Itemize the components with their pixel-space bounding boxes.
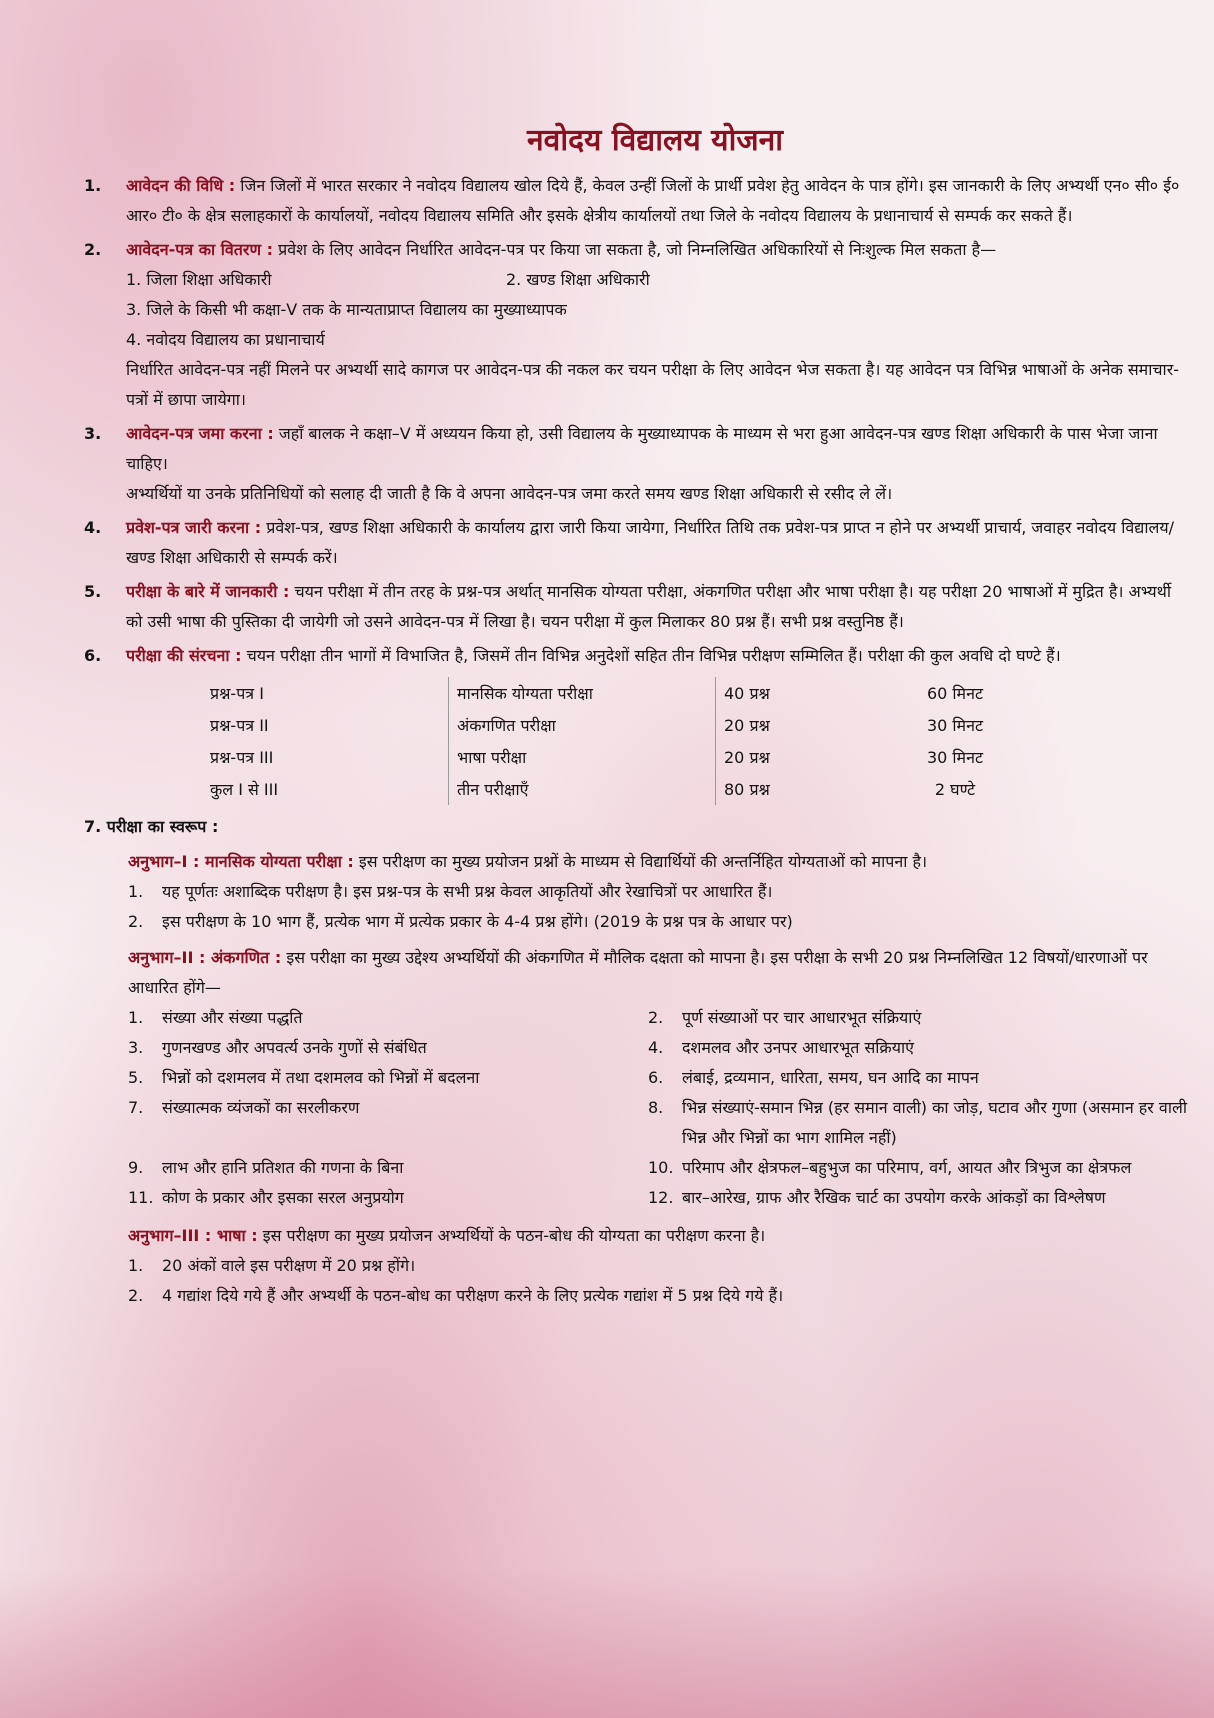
table-cell: मानसिक योग्यता परीक्षा: [449, 677, 716, 709]
section-heading: प्रवेश-पत्र जारी करना :: [126, 518, 262, 537]
section-3: [84, 419, 1186, 509]
section-text: जिन जिलों में भारत सरकार ने नवोदय विद्यालय खोल दिये हैं, केवल उन्हीं जिलों के प्रार्थी प्रवेश हेतु आवेदन के पात्र होंगे। इस जानकारी के लिए अभ्यर्थी एन० सी० ई० आर० टी० के क्षेत्र सलाहकारों के कार्यालयों, नवोदय विद्यालय समिति और इसके क्षेत्रीय कार्यालयों तथा जिले के नवोदय विद्यालय के प्रधानाचार्य से सम्पर्क कर सकते हैं।: [126, 176, 1180, 225]
list-item: [128, 1281, 1186, 1311]
officer-item: 3. जिले के किसी भी कक्षा-V तक के मान्यताप्राप्त विद्यालय का मुख्याध्यापक: [126, 300, 567, 319]
list-item: [128, 1033, 648, 1063]
table-cell: प्रश्न-पत्र II: [210, 716, 269, 735]
item-text: लंबाई, द्रव्यमान, धारिता, समय, घन आदि का मापन: [682, 1068, 979, 1087]
item-number: 10.: [648, 1158, 674, 1177]
section-heading: परीक्षा की संरचना :: [126, 646, 242, 665]
part-3: [84, 1221, 1186, 1311]
item-text: गुणनखण्ड और अपवर्त्य उनके गुणों से संबंधित: [162, 1038, 427, 1057]
section-number: 4.: [84, 518, 102, 537]
section-note: अभ्यर्थियों या उनके प्रतिनिधियों को सलाह दी जाती है कि वे अपना आवेदन-पत्र जमा करते समय खण्ड शिक्षा अधिकारी से रसीद ले लें।: [126, 484, 893, 503]
table-cell: 20 प्रश्न: [716, 709, 893, 741]
section-heading: आवेदन-पत्र का वितरण :: [126, 240, 273, 259]
item-text: यह पूर्णतः अशाब्दिक परीक्षण है। इस प्रश्न-पत्र के सभी प्रश्न केवल आकृतियों और रेखाचित्रों पर आधारित हैं।: [162, 882, 773, 901]
item-number: 12.: [648, 1188, 674, 1207]
table-cell: भाषा परीक्षा: [449, 741, 716, 773]
item-text: भिन्न संख्याएं-समान भिन्न (हर समान वाली) का जोड़, घटाव और गुणा (असमान हर वाली भिन्न और भिन्नों का भाग शामिल नहीं): [682, 1098, 1187, 1147]
list-item: [128, 907, 1186, 937]
list-item: [648, 1093, 1188, 1153]
section-number: 5.: [84, 582, 102, 601]
item-text: संख्या और संख्या पद्धति: [162, 1008, 303, 1027]
table-row: [202, 741, 1018, 773]
part-text: इस परीक्षण का मुख्य प्रयोजन प्रश्नों के माध्यम से विद्यार्थियों की अन्तर्निहित योग्यताओं को मापना है।: [358, 852, 928, 871]
item-number: 5.: [128, 1068, 144, 1087]
section-6: [84, 641, 1186, 671]
table-cell: 40 प्रश्न: [716, 677, 893, 709]
section-text: जहाँ बालक ने कक्षा–V में अध्ययन किया हो, उसी विद्यालय के मुख्याध्यापक के माध्यम से भरा हुआ आवेदन-पत्र खण्ड शिक्षा अधिकारी के पास भेजा जाना चाहिए।: [126, 424, 1158, 473]
item-number: 1.: [128, 1256, 144, 1275]
item-number: 2.: [648, 1008, 664, 1027]
list-item: [648, 1153, 1188, 1183]
table-cell: प्रश्न-पत्र III: [210, 748, 274, 767]
list-item: [648, 1183, 1188, 1213]
item-text: बार–आरेख, ग्राफ और रैखिक चार्ट का उपयोग करके आंकड़ों का विश्लेषण: [682, 1188, 1106, 1207]
table-cell: 30 मिनट: [926, 716, 984, 735]
item-number: 4.: [648, 1038, 664, 1057]
section-number: 3.: [84, 424, 102, 443]
officer-row: [126, 265, 1186, 295]
item-text: संख्यात्मक व्यंजकों का सरलीकरण: [162, 1098, 360, 1117]
part-text: इस परीक्षण का मुख्य प्रयोजन अभ्यर्थियों के पठन-बोध की योग्यता का परीक्षण करना है।: [262, 1226, 766, 1245]
section-1: [84, 171, 1186, 231]
part-heading: अनुभाग–I : मानसिक योग्यता परीक्षा :: [128, 852, 354, 871]
section-text: चयन परीक्षा तीन भागों में विभाजित है, जिसमें तीन विभिन्न अनुदेशों सहित तीन विभिन्न परीक्षण सम्मिलित हैं। परीक्षा की कुल अवधि दो घण्टे हैं।: [246, 646, 1061, 665]
list-item: [648, 1033, 1188, 1063]
part-heading: अनुभाग–III : भाषा :: [128, 1226, 258, 1245]
list-item: [128, 1003, 648, 1033]
page-shadow-band: [0, 1568, 1214, 1718]
section-heading: आवेदन-पत्र जमा करना :: [126, 424, 274, 443]
part-text: इस परीक्षा का मुख्य उद्देश्य अभ्यर्थियों की अंकगणित में मौलिक दक्षता को मापना है। इस परीक्षा के सभी 20 प्रश्न निम्नलिखित 12 विषयों/धारणाओं पर आधारित होंगे—: [128, 948, 1148, 997]
list-item: [648, 1003, 1188, 1033]
list-item: [128, 1251, 1186, 1281]
table-cell: 30 मिनट: [926, 748, 984, 767]
item-text: परिमाप और क्षेत्रफल–बहुभुज का परिमाप, वर्ग, आयत और त्रिभुज का क्षेत्रफल: [682, 1158, 1132, 1177]
item-number: 11.: [128, 1188, 154, 1207]
part-heading: अनुभाग–II : अंकगणित :: [128, 948, 282, 967]
list-item: [648, 1063, 1188, 1093]
page-title: नवोदय विद्यालय योजना: [526, 123, 784, 158]
part-1: [84, 847, 1186, 937]
table-cell: कुल I से III: [210, 780, 279, 799]
section-number: 2.: [84, 240, 102, 259]
list-item: [128, 1183, 648, 1213]
section-4: [84, 513, 1186, 573]
item-text: पूर्ण संख्याओं पर चार आधारभूत संक्रियाएं: [682, 1008, 922, 1027]
section-5: [84, 577, 1186, 637]
officer-item: 2. खण्ड शिक्षा अधिकारी: [506, 270, 650, 289]
table-row: [202, 677, 1018, 709]
topic-grid: [128, 1003, 1186, 1213]
table-cell: 60 मिनट: [926, 684, 984, 703]
section-number: 1.: [84, 176, 102, 195]
item-number: 2.: [128, 1286, 144, 1305]
list-item: [128, 877, 1186, 907]
section-note: निर्धारित आवेदन-पत्र नहीं मिलने पर अभ्यर्थी सादे कागज पर आवेदन-पत्र की नकल कर चयन परीक्षा के लिए आवेदन भेज सकता है। यह आवेदन पत्र विभिन्न भाषाओं के अनेक समाचार-पत्रों में छापा जायेगा।: [126, 360, 1180, 409]
list-item: [128, 1063, 648, 1093]
item-text: कोण के प्रकार और इसका सरल अनुप्रयोग: [162, 1188, 404, 1207]
section-2: [84, 235, 1186, 415]
table-cell: 2 घण्टे: [934, 780, 976, 799]
table-cell: अंकगणित परीक्षा: [449, 709, 716, 741]
item-text: भिन्नों को दशमलव में तथा दशमलव को भिन्नों में बदलना: [162, 1068, 480, 1087]
item-number: 3.: [128, 1038, 144, 1057]
table-cell: प्रश्न-पत्र I: [210, 684, 264, 703]
item-number: 1.: [128, 1008, 144, 1027]
item-number: 8.: [648, 1098, 664, 1117]
officer-item: 1. जिला शिक्षा अधिकारी: [126, 270, 272, 289]
section-text: प्रवेश-पत्र, खण्ड शिक्षा अधिकारी के कार्यालय द्वारा जारी किया जायेगा, निर्धारित तिथि तक प्रवेश-पत्र प्राप्त न होने पर अभ्यर्थी प्राचार्य, जवाहर नवोदय विद्यालय/खण्ड शिक्षा अधिकारी से सम्पर्क करें।: [126, 518, 1175, 567]
table-row: [202, 709, 1018, 741]
table-cell: 80 प्रश्न: [716, 773, 893, 805]
item-text: इस परीक्षण के 10 भाग हैं, प्रत्येक भाग में प्रत्येक प्रकार के 4-4 प्रश्न होंगे। (2019 के प्रश्न पत्र के आधार पर): [162, 912, 793, 931]
section-number: 6.: [84, 646, 102, 665]
section-text: चयन परीक्षा में तीन तरह के प्रश्न-पत्र अर्थात् मानसिक योग्यता परीक्षा, अंकगणित परीक्षा और भाषा परीक्षा है। यह परीक्षा 20 भाषाओं में मुद्रित है। अभ्यर्थी को उसी भाषा की पुस्तिका दी जायेगी जो उसने आवेदन-पत्र में लिखा है। चयन परीक्षा में कुल मिलाकर 80 प्रश्न हैं। सभी प्रश्न वस्तुनिष्ठ हैं।: [126, 582, 1172, 631]
section-heading: परीक्षा के बारे में जानकारी :: [126, 582, 290, 601]
section-7-heading: 7. परीक्षा का स्वरूप :: [84, 817, 219, 836]
item-text: 4 गद्यांश दिये गये हैं और अभ्यर्थी के पठन-बोध का परीक्षण करने के लिए प्रत्येक गद्यांश में 5 प्रश्न दिये गये हैं।: [162, 1286, 784, 1305]
table-cell: तीन परीक्षाएँ: [449, 773, 716, 805]
exam-structure-table: [202, 677, 1018, 805]
list-item: [128, 1093, 648, 1153]
section-heading: आवेदन की विधि :: [126, 176, 236, 195]
item-number: 6.: [648, 1068, 664, 1087]
section-text: प्रवेश के लिए आवेदन निर्धारित आवेदन-पत्र पर किया जा सकता है, जो निम्नलिखित अधिकारियों से निःशुल्क मिल सकता है—: [278, 240, 997, 259]
item-text: दशमलव और उनपर आधारभूत सक्रियाएं: [682, 1038, 914, 1057]
item-number: 9.: [128, 1158, 144, 1177]
item-text: लाभ और हानि प्रतिशत की गणना के बिना: [162, 1158, 404, 1177]
item-number: 7.: [128, 1098, 144, 1117]
part-2: [84, 943, 1186, 1213]
officer-item: 4. नवोदय विद्यालय का प्रधानाचार्य: [126, 330, 325, 349]
item-number: 1.: [128, 882, 144, 901]
table-cell: 20 प्रश्न: [716, 741, 893, 773]
table-row: [202, 773, 1018, 805]
item-number: 2.: [128, 912, 144, 931]
list-item: [128, 1153, 648, 1183]
item-text: 20 अंकों वाले इस परीक्षण में 20 प्रश्न होंगे।: [162, 1256, 416, 1275]
